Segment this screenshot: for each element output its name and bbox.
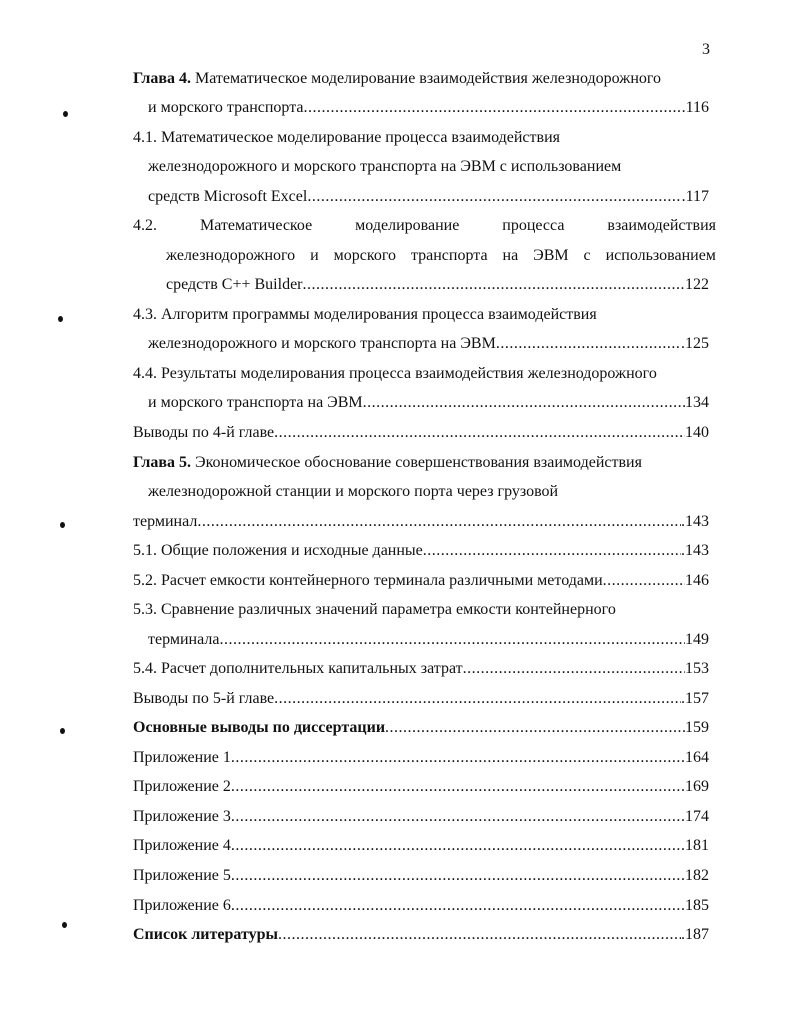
toc-section-4-3-line2 — [148, 334, 709, 354]
toc-page: .169 — [681, 778, 709, 795]
toc-chapter4-heading — [133, 69, 716, 89]
toc-page: .143 — [681, 513, 709, 530]
toc-page: .157 — [681, 690, 709, 707]
word: железнодорожного — [166, 247, 296, 264]
toc-text: терминала — [148, 631, 220, 648]
word: процесса — [502, 217, 565, 234]
toc-page: 146 — [685, 572, 709, 589]
scan-mark — [58, 316, 63, 322]
toc-text: 5.1. Общие положения и исходные данные — [133, 542, 423, 559]
toc-section-5-3-line2 — [148, 630, 709, 650]
chapter5-label: Глава 5. — [133, 454, 191, 471]
toc-page: 153 — [685, 660, 709, 677]
toc-page: .181 — [681, 837, 709, 854]
toc-text: терминал — [133, 513, 198, 530]
toc-appendix-4 — [133, 836, 709, 856]
leader-dots — [231, 807, 681, 827]
toc-page: 122 — [685, 276, 709, 293]
chapter5-title: Экономическое обоснование совершенствования взаимодействия — [191, 454, 642, 471]
toc-text: средств Microsoft Excel — [148, 188, 308, 205]
leader-dots — [274, 689, 681, 709]
toc-text: Приложение 4 — [133, 837, 231, 854]
toc-section-4-4-line1: 4.4. Результаты моделирования процесса взаимодействия железнодорожного — [133, 365, 657, 382]
toc-text: и морского транспорта — [148, 99, 304, 116]
toc-section-4-1-line2: железнодорожного и морского транспорта на ЭВМ с использованием — [148, 158, 622, 175]
toc-text: Приложение 2 — [133, 778, 231, 795]
toc-text: средств C++ Builder — [166, 276, 303, 293]
toc-text: Основные выводы по диссертации — [133, 719, 386, 736]
toc-chapter5-heading — [133, 453, 716, 473]
toc-appendix-2 — [133, 777, 709, 797]
toc-text: Список литературы — [133, 926, 278, 943]
leader-dots — [231, 896, 681, 916]
toc-text: Приложение 1 — [133, 749, 231, 766]
toc-section-4-4-line2 — [148, 393, 709, 413]
leader-dots — [274, 423, 685, 443]
leader-dots — [278, 925, 681, 945]
toc-text: 5.4. Расчет дополнительных капитальных затрат — [133, 660, 463, 677]
toc-text: 5.2. Расчет емкости контейнерного терминала различными методами — [133, 572, 603, 589]
toc-appendix-1 — [133, 748, 709, 768]
toc-chapter5-conclusions — [133, 689, 709, 709]
leader-dots — [463, 659, 685, 679]
toc-page: .187 — [681, 926, 709, 943]
word: и — [310, 247, 319, 264]
word: транспорта — [410, 247, 488, 264]
toc-section-5-3-line1: 5.3. Сравнение различных значений параметра емкости контейнерного — [133, 601, 616, 618]
word: морского — [333, 247, 396, 264]
toc-references — [133, 925, 709, 945]
toc-appendix-3 — [133, 807, 709, 827]
leader-dots — [307, 187, 681, 207]
word: 4.2. — [133, 217, 157, 234]
word: ЭВМ — [533, 247, 569, 264]
word: использованием — [605, 247, 716, 264]
leader-dots — [231, 866, 681, 886]
toc-section-4-2-line3 — [166, 275, 709, 295]
chapter4-label: Глава 4. — [133, 70, 191, 87]
leader-dots — [423, 541, 681, 561]
toc-appendix-5 — [133, 866, 709, 886]
leader-dots — [603, 571, 685, 591]
toc-page: 140 — [685, 424, 709, 441]
toc-text: железнодорожного и морского транспорта на ЭВМ — [148, 335, 496, 352]
toc-text: Приложение 6 — [133, 897, 231, 914]
toc-page: .143 — [681, 542, 709, 559]
toc-page: .182 — [681, 867, 709, 884]
toc-text: Приложение 3 — [133, 808, 231, 825]
leader-dots — [303, 275, 686, 295]
leader-dots — [231, 777, 681, 797]
toc-page: .117 — [681, 188, 709, 205]
toc-section-4-2-line2 — [166, 246, 716, 266]
leader-dots — [385, 718, 685, 738]
toc-section-5-1 — [133, 541, 709, 561]
toc-page: 149 — [685, 631, 709, 648]
toc-section-4-3-line1: 4.3. Алгоритм программы моделирования процесса взаимодействия — [133, 306, 597, 323]
leader-dots — [231, 748, 681, 768]
toc-section-4-1-line3 — [148, 187, 709, 207]
word: с — [583, 247, 591, 264]
toc-page: .185 — [681, 897, 709, 914]
toc-text: Приложение 5 — [133, 867, 231, 884]
leader-dots — [304, 98, 682, 118]
toc-page: .164 — [681, 749, 709, 766]
scan-mark — [62, 922, 67, 928]
toc-page: .174 — [681, 808, 709, 825]
toc-section-4-1-line1: 4.1. Математическое моделирование процесса взаимодействия — [133, 129, 560, 146]
toc-appendix-6 — [133, 896, 709, 916]
leader-dots — [231, 836, 681, 856]
leader-dots — [219, 630, 685, 650]
page-number: 3 — [702, 41, 710, 58]
toc-main-conclusions — [133, 718, 709, 738]
toc-text: Выводы по 4-й главе — [133, 424, 275, 441]
scan-mark — [60, 522, 65, 528]
toc-page: .125 — [681, 335, 709, 352]
toc-text: Выводы по 5-й главе — [133, 690, 275, 707]
toc-page: 159 — [685, 719, 709, 736]
toc-section-5-4 — [133, 659, 709, 679]
leader-dots — [363, 393, 685, 413]
scan-mark — [63, 111, 68, 117]
toc-chapter4-line2 — [148, 98, 709, 118]
chapter4-title: Математическое моделирование взаимодействия железнодорожного — [191, 70, 662, 87]
leader-dots — [496, 334, 681, 354]
word: на — [502, 247, 519, 264]
word: моделирование — [355, 217, 460, 234]
word: Математическое — [200, 217, 313, 234]
toc-chapter5-line3 — [133, 512, 709, 532]
scan-mark — [60, 728, 65, 734]
toc-text: и морского транспорта на ЭВМ — [148, 394, 363, 411]
leader-dots — [197, 512, 681, 532]
toc-chapter5-line2: железнодорожной станции и морского порта через грузовой — [148, 483, 559, 500]
toc-page: 134 — [685, 394, 709, 411]
word: взаимодействия — [607, 217, 716, 234]
toc-section-5-2 — [133, 571, 709, 591]
toc-section-4-2-line1 — [133, 216, 716, 236]
toc-page: .116 — [681, 99, 709, 116]
toc-chapter4-conclusions — [133, 423, 709, 443]
